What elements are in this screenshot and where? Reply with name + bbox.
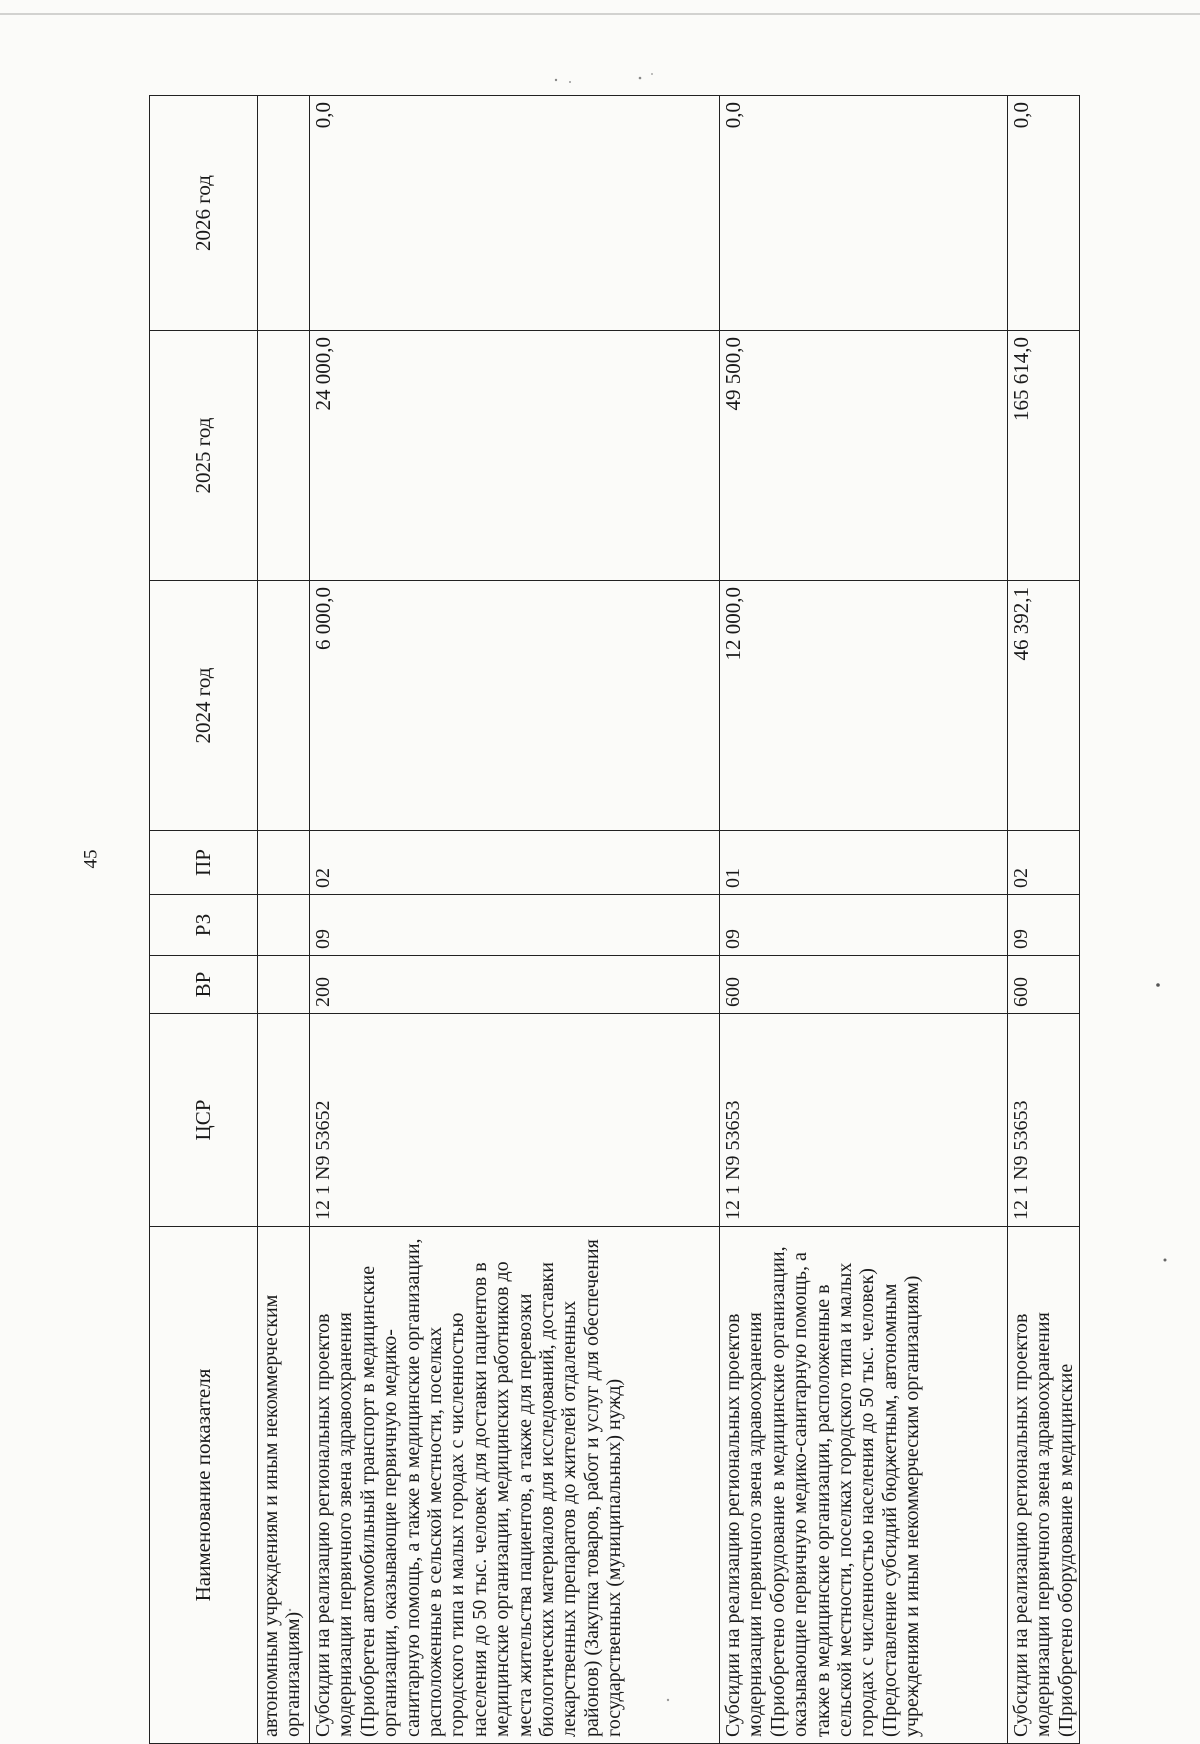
cell-pr: 01 (720, 831, 1008, 895)
cell-2025: 49 500,0 (720, 331, 1008, 581)
cell-vr (258, 956, 310, 1014)
header-csr: ЦСР (150, 1014, 258, 1227)
cell-name: Субсидии на реализацию региональных проектов модернизации первичного звена здравоохранения (Приобретено оборудование в медицинские организации, оказывающие первичную медико-санитарную помощь, а также в медицинские организации, расположенные в сельской местности, поселках городского типа и малых городах с численностью населения до 50 тыс. человек) (Предоставление субсидий бюджетным, автономным учреждениям и иным некоммерческим организациям) (720, 1227, 1008, 1744)
cell-2024: 6 000,0 (310, 581, 720, 831)
cell-rz: 09 (1008, 895, 1080, 956)
table-header-row (150, 96, 258, 1744)
cell-csr: 12 1 N9 53653 (720, 1014, 1008, 1227)
header-vr: ВР (150, 956, 258, 1014)
cell-2026: 0,0 (720, 96, 1008, 331)
cell-pr (258, 831, 310, 895)
cell-2024: 46 392,1 (1008, 581, 1080, 831)
cell-csr: 12 1 N9 53652 (310, 1014, 720, 1227)
cell-vr: 200 (310, 956, 720, 1014)
cell-2025: 24 000,0 (310, 331, 720, 581)
budget-table-frame (149, 96, 1077, 1744)
cell-2026: 0,0 (1008, 96, 1080, 331)
table-row (310, 96, 720, 1744)
budget-table (149, 95, 1080, 1744)
cell-csr (258, 1014, 310, 1227)
cell-pr: 02 (1008, 831, 1080, 895)
cell-rz: 09 (720, 895, 1008, 956)
cell-2025: 165 614,0 (1008, 331, 1080, 581)
table-row (258, 96, 310, 1744)
cell-name: автономным учреждениям и иным некоммерческим организациям) (258, 1227, 310, 1744)
cell-2025 (258, 331, 310, 581)
cell-pr: 02 (310, 831, 720, 895)
header-rz: РЗ (150, 895, 258, 956)
cell-rz (258, 895, 310, 956)
header-2026: 2026 год (150, 96, 258, 331)
cell-rz: 09 (310, 895, 720, 956)
cell-name: Субсидии на реализацию региональных проектов модернизации первичного звена здравоохранения (Приобретен автомобильный транспорт в медицинские организации, оказывающие первичную медико-санитарную помощь, а также в медицинские организации, расположенные в сельской местности, поселках городского типа и малых городах с численностью населения до 50 тыс. человек для доставки пациентов в медицинские организации, медицинских работников до места жительства пациентов, а также для перевозки биологических материалов для исследований, доставки лекарственных препаратов до жителей отдаленных районов) (Закупка товаров, работ и услуг для обеспечения государственных (муниципальных) нужд) (310, 1227, 720, 1744)
cell-2024 (258, 581, 310, 831)
cell-vr: 600 (1008, 956, 1080, 1014)
table-row (1008, 96, 1080, 1744)
header-2025: 2025 год (150, 331, 258, 581)
header-2024: 2024 год (150, 581, 258, 831)
cell-2024: 12 000,0 (720, 581, 1008, 831)
cell-2026 (258, 96, 310, 331)
table-row (720, 96, 1008, 1744)
cell-name: Субсидии на реализацию региональных проектов модернизации первичного звена здравоохранения (Приобретено оборудование в медицинские (1008, 1227, 1080, 1744)
header-name: Наименование показателя (150, 1227, 258, 1744)
cell-2026: 0,0 (310, 96, 720, 331)
cell-csr: 12 1 N9 53653 (1008, 1014, 1080, 1227)
header-pr: ПР (150, 831, 258, 895)
cell-vr: 600 (720, 956, 1008, 1014)
page-number: 45 (80, 849, 102, 869)
